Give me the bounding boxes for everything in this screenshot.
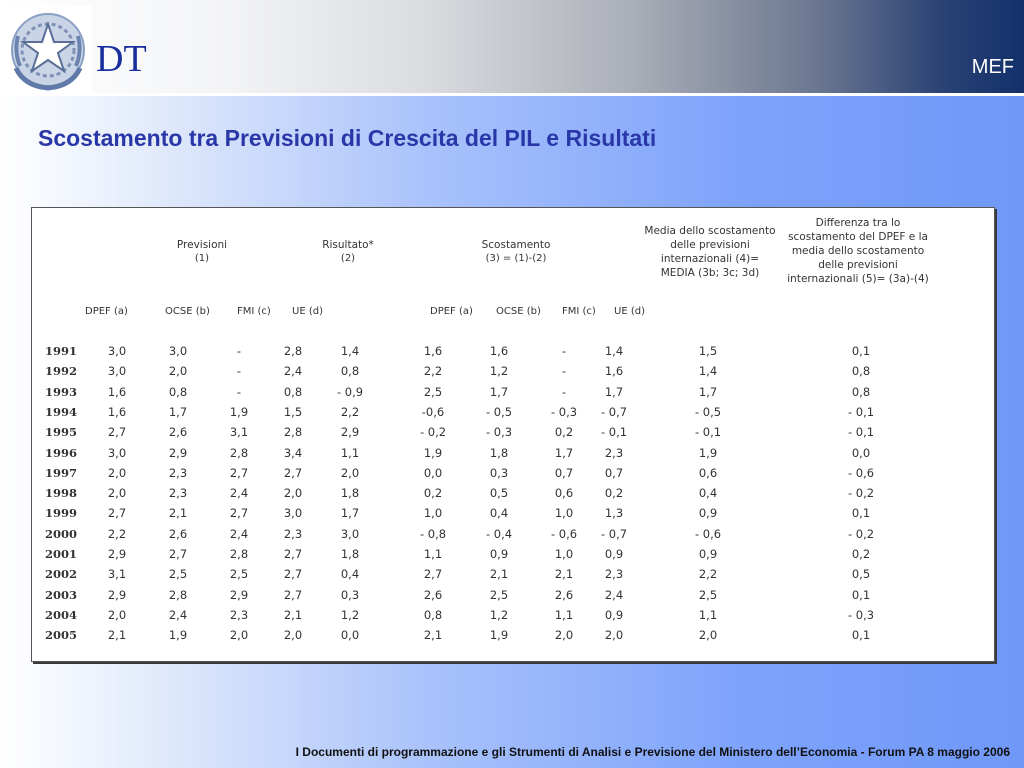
page-title: Scostamento tra Previsioni di Crescita del PIL e Risultati (38, 125, 657, 151)
table-cell: 2,4 (229, 486, 249, 501)
table-cell: 0,4 (489, 506, 509, 521)
table-cell: 3,0 (283, 506, 303, 521)
table-cell: 1,7 (554, 445, 574, 460)
table-cell: 1,9 (698, 445, 718, 460)
table-cell: 1,7 (698, 384, 718, 399)
table-cell: 2,2 (340, 404, 360, 419)
column-header: OCSE (b) (165, 306, 210, 317)
table-cell: 0,5 (489, 486, 509, 501)
table-cell: 2,9 (229, 587, 249, 602)
org-label: MEF (971, 56, 1014, 78)
table-cell: 0,8 (851, 364, 871, 379)
table-cell: - 0,6 (694, 526, 722, 541)
table-cell: 3,0 (340, 526, 360, 541)
table-cell: 2,6 (554, 587, 574, 602)
table-cell: - 0,5 (694, 404, 722, 419)
table-cell: 1,7 (604, 384, 624, 399)
table-cell: - 0,8 (419, 526, 447, 541)
row-year: 1992 (45, 364, 78, 379)
row-year: 1991 (45, 344, 78, 358)
table-cell: 2,0 (283, 628, 303, 643)
table-cell: 2,7 (283, 587, 303, 602)
table-cell: 0,9 (698, 506, 718, 521)
column-header: FMI (c) (237, 306, 271, 317)
table-cell: 1,1 (554, 607, 574, 622)
table-cell: - (236, 364, 242, 379)
table-cell: 0,7 (554, 465, 574, 480)
table-cell: 2,4 (283, 364, 303, 379)
row-year: 1994 (45, 404, 78, 419)
table-cell: 0,4 (698, 486, 718, 501)
table-cell: - 0,1 (600, 425, 628, 440)
table-cell: 3,0 (107, 364, 127, 379)
table-cell: 3,0 (107, 445, 127, 460)
table-cell: 2,8 (283, 425, 303, 440)
table-cell: 2,0 (107, 486, 127, 501)
table-cell: 1,6 (423, 344, 443, 358)
table-cell: 0,9 (604, 547, 624, 561)
table-cell: 2,7 (168, 547, 188, 561)
table-cell: 2,4 (168, 607, 188, 622)
table-cell: 2,0 (229, 628, 249, 643)
row-year: 2005 (45, 628, 78, 643)
table-cell: 0,1 (851, 587, 871, 602)
table-cell: 2,2 (423, 364, 443, 379)
table-cell: 2,1 (489, 567, 509, 582)
group-header-differenza: Differenza tra lo scostamento del DPEF e la media dello scostamento delle previsioni internazionali (5)= (3a)-(4) (787, 217, 929, 285)
table-cell: - 0,4 (485, 526, 513, 541)
table-cell: 0,1 (851, 344, 871, 358)
table-cell: 2,6 (168, 425, 188, 440)
table-cell: - (236, 344, 242, 358)
table-cell: 1,2 (489, 607, 509, 622)
table-cell: 0,2 (851, 547, 871, 561)
row-year: 1997 (45, 465, 78, 480)
table-cell: 2,5 (698, 587, 718, 602)
table-cell: 1,4 (604, 344, 624, 358)
table-cell: 2,3 (604, 567, 624, 582)
table-cell: 2,3 (604, 445, 624, 460)
table-cell: 2,0 (107, 607, 127, 622)
table-cell: 1,7 (489, 384, 509, 399)
column-header: FMI (c) (562, 306, 596, 317)
table-cell: 2,8 (283, 344, 303, 358)
table-cell: 3,1 (229, 425, 249, 440)
table-cell: 0,8 (168, 384, 188, 399)
table-cell: 0,9 (489, 547, 509, 561)
table-cell: 0,3 (489, 465, 509, 480)
column-header: DPEF (a) (85, 306, 128, 317)
header-bar (0, 0, 1024, 94)
table-cell: 2,0 (168, 364, 188, 379)
row-year: 2001 (45, 547, 78, 561)
row-year: 1996 (45, 445, 78, 460)
table-cell: - 0,6 (847, 465, 875, 480)
table-cell: 0,8 (851, 384, 871, 399)
table-cell: 3,0 (107, 344, 127, 358)
table-cell: 1,2 (340, 607, 360, 622)
table-cell: -0,6 (421, 404, 445, 419)
table-cell: 2,7 (283, 567, 303, 582)
table-cell: 2,0 (554, 628, 574, 643)
table-cell: 2,3 (168, 465, 188, 480)
table-cell: - 0,2 (419, 425, 447, 440)
table-cell: 1,9 (423, 445, 443, 460)
table-cell: 0,5 (851, 567, 871, 582)
table-cell: 2,6 (168, 526, 188, 541)
table-cell: 2,1 (168, 506, 188, 521)
footer-caption: I Documenti di programmazione e gli Strumenti di Analisi e Previsione del Ministero dell’Economia - Forum PA 8 maggio 2006 (295, 745, 1010, 759)
table-cell: 1,1 (423, 547, 443, 561)
table-cell: 2,9 (107, 547, 127, 561)
table-cell: 0,4 (340, 567, 360, 582)
table-cell: - 0,6 (550, 526, 578, 541)
table-cell: 2,9 (168, 445, 188, 460)
table-cell: 1,0 (423, 506, 443, 521)
table-cell: 2,7 (283, 465, 303, 480)
table-cell: 3,0 (168, 344, 188, 358)
table-cell: 1,8 (489, 445, 509, 460)
table-cell: 2,2 (698, 567, 718, 582)
table-cell: 2,7 (229, 506, 249, 521)
table-cell: - 0,1 (847, 425, 875, 440)
group-header-risultato: Risultato* (2) (322, 239, 374, 264)
table-cell: 2,3 (283, 526, 303, 541)
row-year: 2000 (45, 526, 78, 541)
table-cell: 0,8 (340, 364, 360, 379)
table-cell: 0,2 (554, 425, 574, 440)
table-cell: 2,2 (107, 526, 127, 541)
table-cell: 1,9 (489, 628, 509, 643)
table-cell: 2,9 (107, 587, 127, 602)
table-cell: - 0,7 (600, 526, 628, 541)
table-cell: 1,5 (698, 344, 718, 358)
table-cell: 0,8 (423, 607, 443, 622)
table-cell: 2,8 (168, 587, 188, 602)
table-cell: 1,6 (107, 404, 127, 419)
table-cell: 2,3 (229, 607, 249, 622)
table-cell: 0,8 (283, 384, 303, 399)
header-divider (0, 93, 1024, 96)
table-cell: - 0,3 (847, 607, 875, 622)
group-header-media-scostamento: Media dello scostamento delle previsioni internazionali (4)= MEDIA (3b; 3c; 3d) (644, 225, 776, 279)
table-cell: 1,6 (604, 364, 624, 379)
table-cell: 1,5 (283, 404, 303, 419)
table-cell: - 0,1 (847, 404, 875, 419)
table-cell: 3,4 (283, 445, 303, 460)
table-cell: 0,0 (340, 628, 360, 643)
table-cell: 0,6 (554, 486, 574, 501)
table-cell: 1,4 (698, 364, 718, 379)
column-header: DPEF (a) (430, 306, 473, 317)
table-cell: - (561, 384, 567, 399)
table-cell: 1,0 (554, 506, 574, 521)
table-cell: 2,8 (229, 547, 249, 561)
table-cell: 3,1 (107, 567, 127, 582)
table-cell: - 0,7 (600, 404, 628, 419)
table-cell: 2,1 (554, 567, 574, 582)
table-cell: 2,5 (229, 567, 249, 582)
table-cell: 2,4 (229, 526, 249, 541)
table-cell: 0,7 (604, 465, 624, 480)
table-cell: - 0,3 (485, 425, 513, 440)
table-cell: 2,3 (168, 486, 188, 501)
row-year: 2004 (45, 607, 78, 622)
table-cell: - 0,2 (847, 526, 875, 541)
group-header-scostamento: Scostamento (3) = (1)-(2) (481, 239, 551, 264)
table-cell: 2,6 (423, 587, 443, 602)
table-cell: 1,3 (604, 506, 624, 521)
table-cell: - 0,9 (336, 384, 364, 399)
table-cell: 1,9 (229, 404, 249, 419)
table-cell: 2,0 (698, 628, 718, 643)
table-cell: 0,1 (851, 506, 871, 521)
table-cell: 2,5 (489, 587, 509, 602)
table-cell: 2,0 (283, 486, 303, 501)
table-cell: 1,9 (168, 628, 188, 643)
table-cell: - (561, 364, 567, 379)
column-header: UE (d) (292, 306, 323, 317)
table-cell: 2,1 (107, 628, 127, 643)
table-cell: - 0,1 (694, 425, 722, 440)
row-year: 1995 (45, 425, 78, 440)
table-cell: 2,9 (340, 425, 360, 440)
column-header: OCSE (b) (496, 306, 541, 317)
table-cell: - (236, 384, 242, 399)
table-cell: 2,0 (107, 465, 127, 480)
table-cell: - (561, 344, 567, 358)
row-year: 2003 (45, 587, 78, 602)
table-cell: 1,1 (698, 607, 718, 622)
table-cell: 1,1 (340, 445, 360, 460)
table-cell: 1,4 (340, 344, 360, 358)
table-cell: - 0,3 (550, 404, 578, 419)
table-cell: 1,8 (340, 547, 360, 561)
table-cell: 2,7 (423, 567, 443, 582)
table-cell: 1,6 (489, 344, 509, 358)
table-cell: 0,0 (423, 465, 443, 480)
table-cell: 0,9 (604, 607, 624, 622)
table-cell: 2,5 (423, 384, 443, 399)
column-header: UE (d) (614, 306, 645, 317)
table-cell: 2,7 (283, 547, 303, 561)
table-cell: 0,9 (698, 547, 718, 561)
table-cell: 2,8 (229, 445, 249, 460)
table-cell: - 0,2 (847, 486, 875, 501)
table-cell: 0,0 (851, 445, 871, 460)
table-cell: 0,1 (851, 628, 871, 643)
table-cell: 2,0 (340, 465, 360, 480)
table-cell: 2,7 (107, 506, 127, 521)
row-year: 1993 (45, 384, 78, 399)
table-cell: 2,0 (604, 628, 624, 643)
table-cell: 1,0 (554, 547, 574, 561)
table-cell: 2,4 (604, 587, 624, 602)
table-cell: 1,7 (168, 404, 188, 419)
table-cell: 0,2 (423, 486, 443, 501)
row-year: 2002 (45, 567, 78, 582)
table-cell: 2,7 (107, 425, 127, 440)
table-cell: 1,8 (340, 486, 360, 501)
table-cell: 2,1 (283, 607, 303, 622)
table-cell: 0,6 (698, 465, 718, 480)
table-cell: 2,7 (229, 465, 249, 480)
table-cell: 2,5 (168, 567, 188, 582)
group-header-previsioni: Previsioni (1) (176, 239, 228, 264)
table-cell: 0,2 (604, 486, 624, 501)
table-cell: 1,7 (340, 506, 360, 521)
gdp-forecast-table (31, 207, 995, 662)
dt-logo: DT (96, 38, 147, 80)
table-cell: 2,1 (423, 628, 443, 643)
italian-republic-emblem-icon (4, 6, 92, 96)
table-cell: 0,3 (340, 587, 360, 602)
table-cell: - 0,5 (485, 404, 513, 419)
table-cell: 1,2 (489, 364, 509, 379)
row-year: 1999 (45, 506, 78, 521)
table-cell: 1,6 (107, 384, 127, 399)
row-year: 1998 (45, 486, 78, 501)
